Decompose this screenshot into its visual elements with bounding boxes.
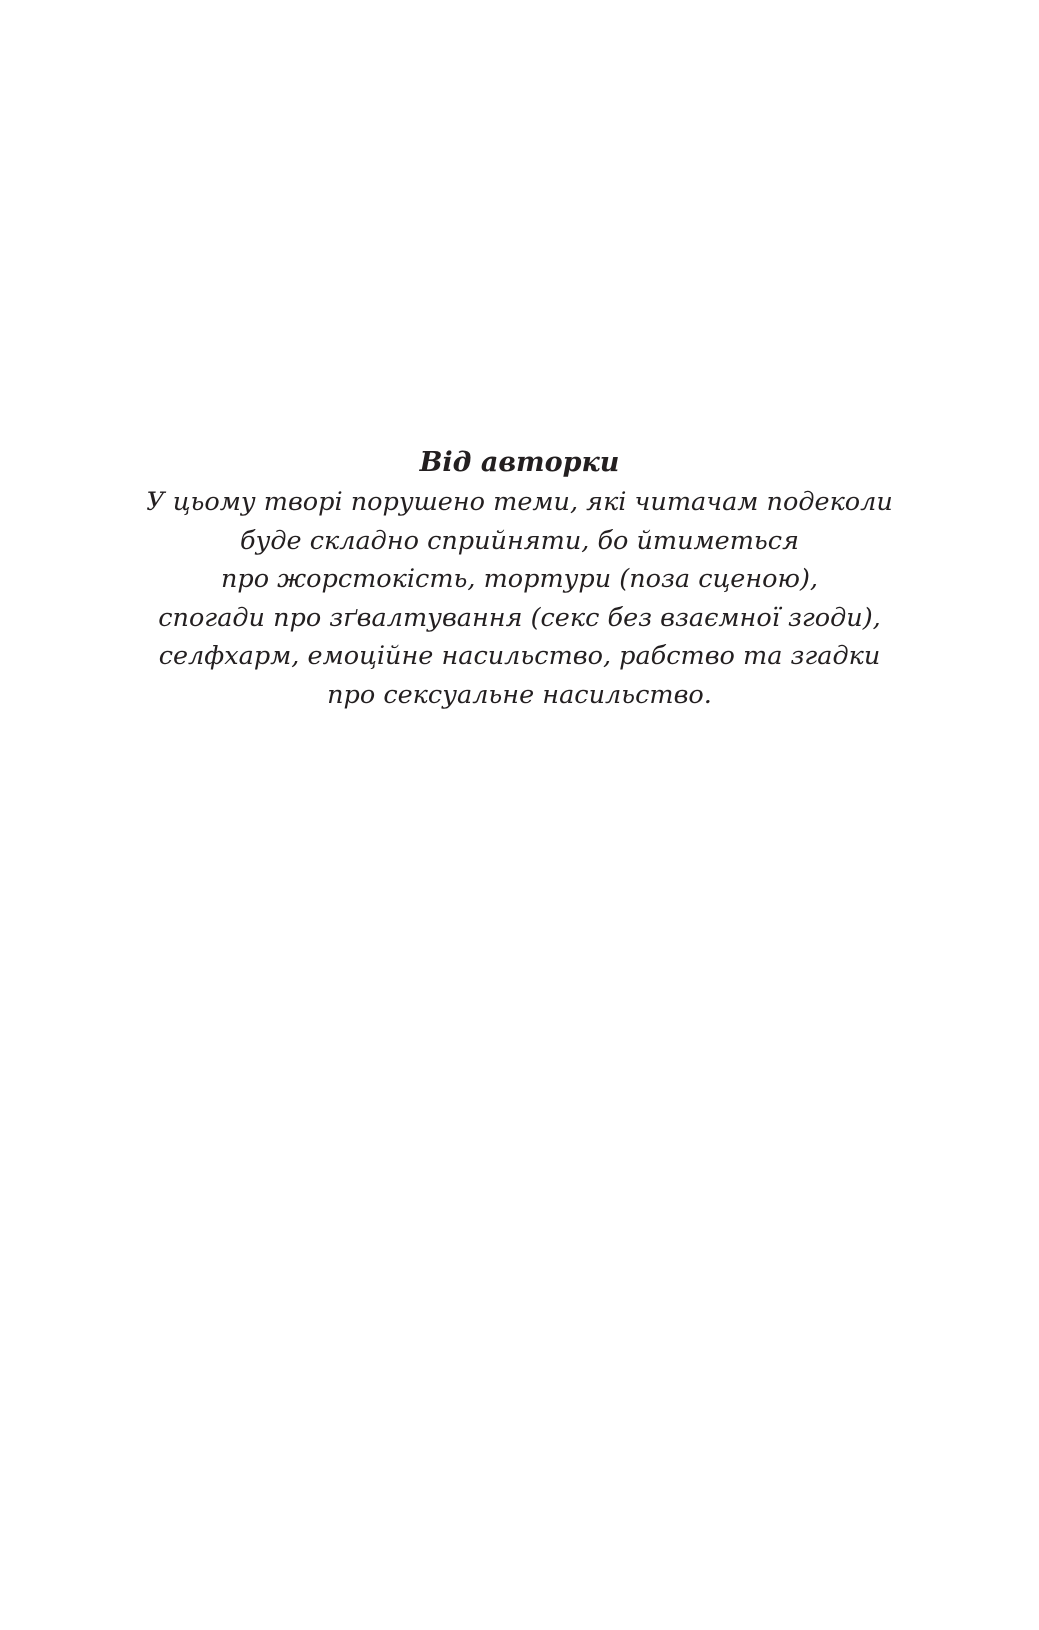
author-note-line-4: спогади про зґвалтування (секс без взаємної згоди),	[158, 602, 881, 633]
author-note-title: Від авторки	[419, 447, 620, 478]
author-note	[0, 443, 1039, 714]
author-note-line-6: про сексуальне насильство.	[327, 679, 712, 710]
author-note-line-3: про жорстокість, тортури (поза сценою),	[220, 564, 819, 594]
author-note-line-1: У цьому творі порушено теми, які читачам подеколи	[146, 487, 893, 517]
author-note-line-5: селфхарм, емоційне насильство, рабство та згадки	[158, 641, 881, 671]
author-note-line-2: буде складно сприйняти, бо йтиметься	[240, 525, 799, 556]
